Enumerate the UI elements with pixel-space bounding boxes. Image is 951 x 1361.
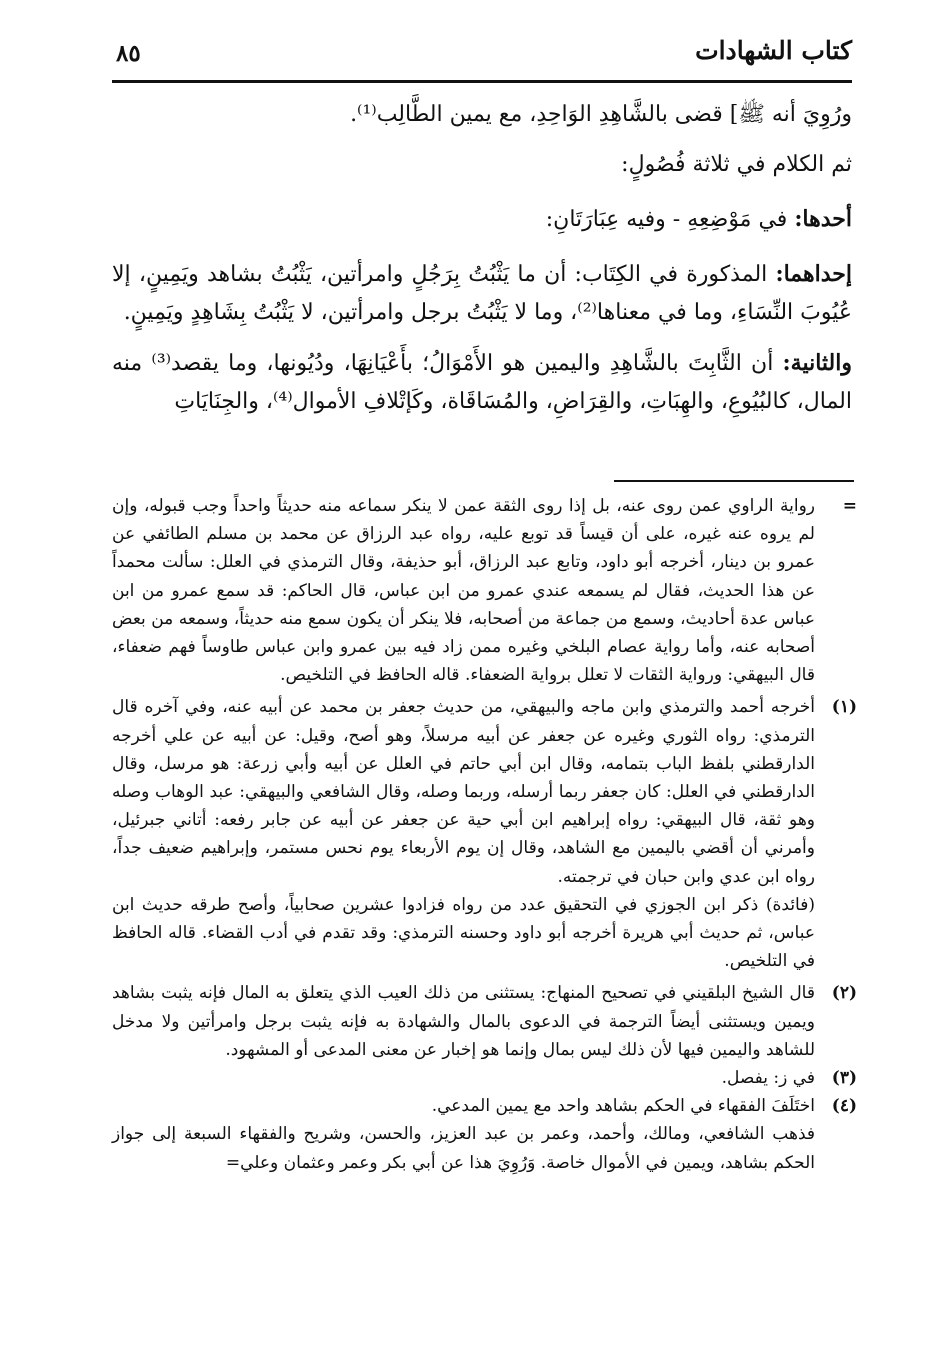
footnote-3-marker: (٣) <box>831 1068 857 1089</box>
footnote-continuation <box>112 492 857 689</box>
paragraph-4 <box>112 255 852 332</box>
paragraph-3 <box>112 200 852 239</box>
footnotes <box>112 492 857 1177</box>
paragraph-3-label: أحدها: <box>794 206 852 232</box>
main-text <box>112 96 852 433</box>
paragraph-5 <box>112 344 852 421</box>
paragraph-5-label: والثانية: <box>782 350 852 376</box>
running-title: كتاب الشهادات <box>695 36 852 65</box>
paragraph-2: ثم الكلام في ثلاثة فُصُولٍ: <box>621 152 852 177</box>
paragraph-4-text: المذكورة في الكِتَاب: أن ما يَثْبُتُ بِرَجُلٍ وامرأتين، يَثْبُتُ بشاهد ويَمِينٍ، إلا عُيُوبَ النِّسَاءِ، وما في معناها⁽²⁾، وما لا يَثْبُتُ برجل وامرأتين، لا يَثْبُتُ بِشَاهِدٍ ويَمِينٍ. <box>112 262 852 325</box>
continuation-text: رواية الراوي عمن روى عنه، بل إذا روى الثقة عمن لا ينكر سماعه منه حديثاً واحداً وجب قبوله، وإن لم يروه عنه غيره، على أن قيساً قد توبع عليه، رواه عبد الرزاق عن محمد بن مسلم الطائفي عن عمرو بن دينار، أخرجه أبو داود، وتابع عبد الرزاق، أبو حذيفة، وقال الترمذي في العلل: سألت محمداً عن هذا الحديث، فقال لم يسمعه عندي عمرو من ابن عباس، قال الحاكم: قد سمع عمرو من ابن عباس عدة أحاديث، وسمع من جماعة من أصحابه، فلا ينكر أن يكون سمع منه حديثاً، وسمعه من بعض أصحابه عنه، وأما رواية عصام البلخي وغيره ممن زاد فيه بين عمرو وابن عباس طاوساً فهم ضعفاء، قال البيهقي: ورواية الثقات لا تعلل برواية الضعفاء. قاله الحافظ في التلخيص. <box>112 496 815 686</box>
footnote-divider <box>614 480 854 482</box>
footnote-4-marker: (٤) <box>831 1096 857 1117</box>
footnote-1-text: أخرجه أحمد والترمذي وابن ماجه والبيهقي، من حديث جعفر بن محمد عن أبيه عنه، وفي آخره قال الترمذي: رواه الثوري وغيره عن جعفر عن أبيه مرسلاً، وهو أصح، وقيل: عن أبيه عن علي أخرجه الدارقطني بلفظ الباب بتمامه، وقال ابن أبي حاتم في العلل عن أبيه وأبي زرعة: هو مرسل، وقال الدارقطني في العلل: كان جعفر ربما أرسله، وربما وصله، وقال الشافعي والبيهقي: عبد الوهاب وصله وهو ثقة، قال البيهقي: رواه إبراهيم ابن أبي حية عن جعفر عن أبيه عن جابر رفعه: أتاني جبرئيل، وأمرني أن أقضي باليمين مع الشاهد، وقال إن يوم الأربعاء يوم نحس مستمر، وإبراهيم ضعيف جداً، رواه ابن عدي وابن حبان في ترجمته. <box>112 697 815 887</box>
paragraph-3-text: في مَوْضِعِهِ - وفيه عِبَارَتَانِ: <box>545 207 788 232</box>
footnote-2-marker: (٢) <box>831 983 857 1004</box>
footnote-1-marker: (١) <box>831 697 857 718</box>
continuation-marker: = <box>842 496 857 516</box>
footnote-4 <box>112 1092 857 1120</box>
footnote-4-extra: فذهب الشافعي، ومالك، وأحمد، وعمر بن عبد العزيز، والحسن، وشريح والفقهاء السبعة إلى جواز الحكم بشاهد، ويمين في الأموال خاصة. وَرُوِيَ هذا عن أبي بكر وعمر وعثمان وعلي= <box>112 1124 815 1173</box>
footnote-1 <box>112 693 857 890</box>
page-header <box>112 30 852 83</box>
footnote-3-text: في ز: يفصل. <box>721 1068 815 1089</box>
paragraph-4-label: إحداهما: <box>775 261 852 287</box>
page-number: ٨٥ <box>116 40 141 67</box>
footnote-2 <box>112 979 857 1064</box>
footnote-4-text: اختَلَفَ الفقهاء في الحكم بشاهد واحد مع يمين المدعي. <box>431 1096 815 1117</box>
paragraph-1: ورُوِيَ أنه ﷺ] قضى بالشَّاهِدِ الوَاحِدِ، مع يمين الطَّالِب⁽¹⁾. <box>350 102 852 127</box>
paragraph-5-text: أن الثَّابِتَ بالشَّاهِدِ واليمين هو الأَمْوَالُ؛ بأَعْيَانِهَا، ودُيُونها، وما يقصد⁽³⁾ منه المال، كالبُيُوعِ، والهِبَاتِ، والقِرَاضِ، والمُسَاقَاة، وكَإتْلافِ الأموال⁽⁴⁾، والجِنَايَاتِ <box>112 351 852 414</box>
footnote-1-extra: (فائدة) ذكر ابن الجوزي في التحقيق عدد من رواه فزادوا عشرين صحابياً، وأصح طرقه حديث ابن عباس، ثم حديث أبي هريرة أخرجه أبو داود وحسنه الترمذي: وقد تقدم في أدب القضاء. قاله الحافظ في التلخيص. <box>112 894 815 972</box>
footnote-2-text: قال الشيخ البلقيني في تصحيح المنهاج: يستثنى من ذلك العيب الذي يتعلق به المال فإنه يثبت بشاهد ويمين ويستثنى أيضاً الترجمة في الدعوى بالمال والشهادة به فإنه يثبت برجل وامرأتين ولا مدخل للشاهد واليمين فيها لأن ذلك ليس بمال وإنما هو إخبار عن معنى المدعى أو المشهود. <box>112 983 815 1060</box>
footnote-3 <box>112 1064 857 1092</box>
